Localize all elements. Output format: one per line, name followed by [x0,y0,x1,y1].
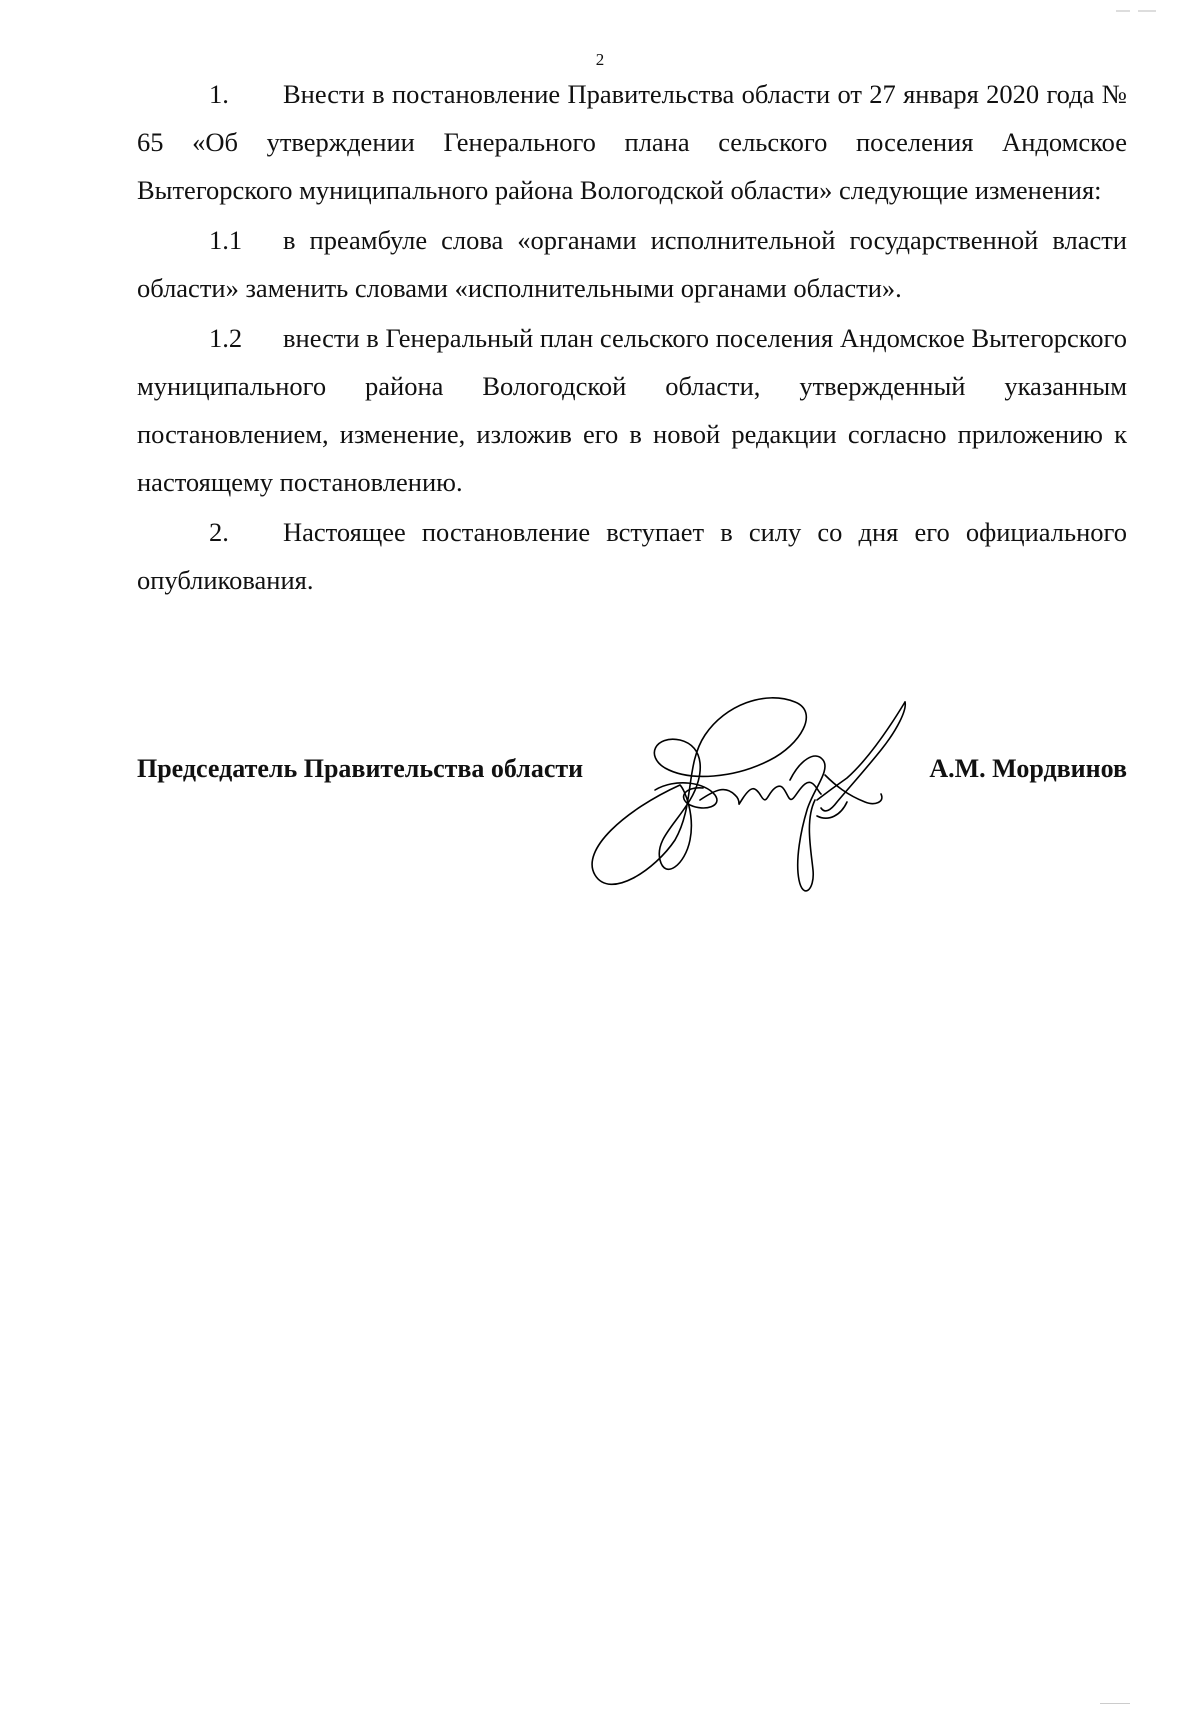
paragraph-number: 1. [209,79,229,109]
page-number: 2 [595,50,605,69]
paragraph-text: внести в Генеральный план сельского поселения Андомское Вытегорского муниципального района Вологодской области, утвержденный указанным постановлением, изменение, изложив его в новой редакции согласно приложению к настоящему постановлению. [137,323,1127,497]
paragraph-2 [137,508,1127,604]
paragraph-number: 1.2 [209,323,243,353]
paragraph-text: Настоящее постановление вступает в силу со дня его официального опубликования. [137,517,1127,595]
paragraph-text: Внести в постановление Правительства области от 27 января 2020 года № 65 «Об утверждении Генерального плана сельского поселения Андомское Вытегорского муниципального района Вологодской области» следующие изменения: [137,79,1127,205]
paragraph-1-2 [137,314,1127,506]
signatory-name: А.М. Мордвинов [929,754,1127,783]
document-body [137,70,1127,606]
paragraph-1-1 [137,216,1127,312]
paragraph-1 [137,70,1127,214]
paragraph-number: 2. [209,517,229,547]
scan-artifact-bottom [1100,1692,1140,1695]
paragraph-text: в преамбуле слова «органами исполнительной государственной власти области» заменить словами «исполнительными органами области». [137,225,1127,303]
signatory-position: Председатель Правительства области [137,754,584,783]
paragraph-number: 1.1 [209,225,243,255]
scan-artifact-top [1116,0,1176,4]
handwritten-signature [585,690,935,910]
